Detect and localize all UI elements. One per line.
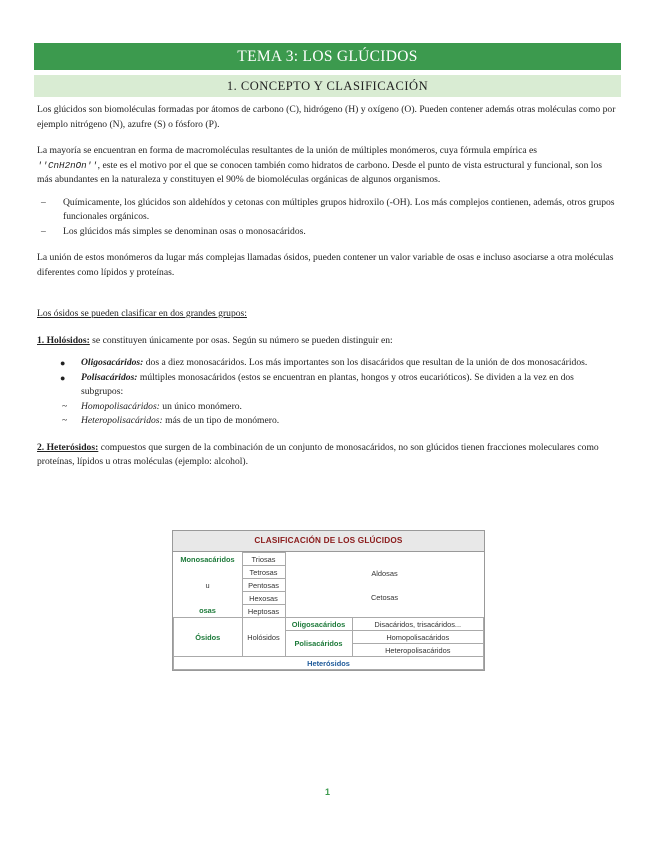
table-row bbox=[174, 592, 484, 605]
holosidos-label: 1. Holósidos: bbox=[37, 334, 90, 346]
intro-paragraph-2 bbox=[37, 144, 617, 188]
intro-paragraph-2-start: La mayoría se encuentran en forma de macromoléculas resultantes de la unión de múltiples monómeros, cuya fórmula empírica es bbox=[37, 145, 538, 156]
bullet-marker: ● bbox=[60, 358, 66, 368]
intro-paragraph-2-end: , este es el motivo por el que se conocen también como hidratos de carbono. Desde el punto de vista estructural y funcional, son los más abundantes en la naturaleza y constituyen el 90% de biomoléculas orgánicas de algunos organismos. bbox=[37, 159, 602, 185]
mono-type-cell: Heptosas bbox=[242, 605, 285, 618]
classification-grid bbox=[173, 552, 484, 670]
heterosidos-paragraph bbox=[37, 441, 617, 470]
page-title: TEMA 3: LOS GLÚCIDOS bbox=[34, 43, 621, 70]
list-item bbox=[37, 371, 617, 429]
mono-type-cell: Hexosas bbox=[242, 592, 285, 605]
intro-paragraph-3: La unión de estos monómeros da lugar más complejas llamadas ósidos, pueden contener un valor variable de osas e incluso asociarse a otra moléculas diferentes como lípidos y proteínas. bbox=[37, 252, 614, 278]
monosacaridos-cell: Monosacáridos bbox=[174, 553, 243, 566]
empty-cell bbox=[174, 566, 243, 579]
body-content bbox=[37, 103, 617, 470]
bullet-marker: ● bbox=[60, 372, 66, 383]
u-cell: u bbox=[174, 579, 243, 592]
table-row bbox=[174, 579, 484, 592]
osas-cell: osas bbox=[174, 605, 243, 618]
section-heading: 1. CONCEPTO Y CLASIFICACIÓN bbox=[34, 75, 621, 97]
aldosas-cell: Aldosas bbox=[371, 568, 398, 578]
table-row bbox=[174, 553, 484, 566]
homo-text: un único monómero. bbox=[159, 400, 242, 412]
chemistry-list bbox=[37, 196, 617, 240]
classification-lead: Los ósidos se pueden clasificar en dos grandes grupos: bbox=[37, 308, 247, 319]
holosidos-paragraph bbox=[37, 334, 617, 349]
heteropolisacaridos-cell: Heteropolisacáridos bbox=[352, 644, 484, 657]
oligosacaridos-cell: Oligosacáridos bbox=[285, 618, 352, 631]
mono-type-cell: Triosas bbox=[242, 553, 285, 566]
list-item-text: Químicamente, los glúcidos son aldehídos y cetonas con múltiples grupos hidroxilo (-OH). Los más complejos contienen, además, otros grupos funcionales orgánicos. bbox=[63, 196, 615, 222]
dash-marker: – bbox=[41, 225, 46, 237]
hetero-text: más de un tipo de monómero. bbox=[162, 415, 280, 426]
oligo-text: dos a diez monosacáridos. Los más importantes son los disacáridos que resultan de la unión de dos monosacáridos. bbox=[143, 357, 588, 368]
tilde-marker: ~ bbox=[62, 400, 68, 412]
oligo-examples-cell: Disacáridos, trisacáridos... bbox=[352, 618, 484, 631]
page-number: 1 bbox=[324, 787, 330, 797]
empty-cell bbox=[174, 592, 243, 605]
classification-table bbox=[172, 530, 485, 671]
holosidos-list bbox=[37, 356, 617, 429]
heterosidos-cell: Heterósidos bbox=[174, 657, 484, 670]
list-item bbox=[37, 196, 617, 225]
heterosidos-text: compuestos que surgen de la combinación de un conjunto de monosacáridos, no son glúcidos tienen fracciones moleculares como proteínas, lípidos u otras moléculas (ejemplo: alcohol). bbox=[37, 441, 599, 467]
list-item bbox=[37, 356, 617, 371]
homopolisacaridos-cell: Homopolisacáridos bbox=[352, 631, 484, 644]
tilde-marker: ~ bbox=[62, 415, 68, 426]
oligo-label: Oligosacáridos: bbox=[81, 357, 144, 368]
list-item bbox=[37, 225, 617, 240]
table-title: CLASIFICACIÓN DE LOS GLÚCIDOS bbox=[173, 531, 484, 552]
mono-type-cell: Tetrosas bbox=[242, 566, 285, 579]
table-row bbox=[174, 618, 484, 631]
hetero-label: Heteropolisacáridos: bbox=[81, 415, 163, 426]
poli-label: Polisacáridos: bbox=[81, 371, 138, 383]
cetosas-cell: Cetosas bbox=[370, 592, 399, 602]
poli-text: múltiples monosacáridos (estos se encuentran en plantas, hongos y otros eucarióticos). Se dividen a la vez en dos subgrupos: bbox=[81, 371, 574, 397]
polisacaridos-cell: Polisacáridos bbox=[285, 631, 352, 657]
holosidos-text: se constituyen únicamente por osas. Según su número se pueden distinguir en: bbox=[89, 334, 393, 346]
table-row bbox=[174, 657, 484, 670]
list-item-text: Los glúcidos más simples se denominan osas o monosacáridos. bbox=[63, 225, 306, 237]
dash-marker: – bbox=[41, 196, 46, 208]
holosidos-cell: Holósidos bbox=[242, 618, 285, 657]
list-item bbox=[62, 400, 617, 415]
heterosidos-label: 2. Heterósidos: bbox=[37, 441, 99, 453]
polisacaridos-sublist bbox=[62, 400, 617, 429]
homo-label: Homopolisacáridos: bbox=[81, 400, 160, 412]
mono-type-cell: Pentosas bbox=[242, 579, 285, 592]
intro-paragraph-1: Los glúcidos son biomoléculas formadas por átomos de carbono (C), hidrógeno (H) y oxígeno (O). Pueden contener además otras moléculas como por ejemplo nitrógeno (N), azufre (S) o fósforo (P). bbox=[37, 104, 616, 130]
list-item bbox=[62, 414, 617, 429]
empirical-formula: ''CnH2nOn'' bbox=[37, 159, 98, 171]
osidos-cell: Ósidos bbox=[174, 618, 243, 657]
empty-cell bbox=[285, 579, 484, 592]
